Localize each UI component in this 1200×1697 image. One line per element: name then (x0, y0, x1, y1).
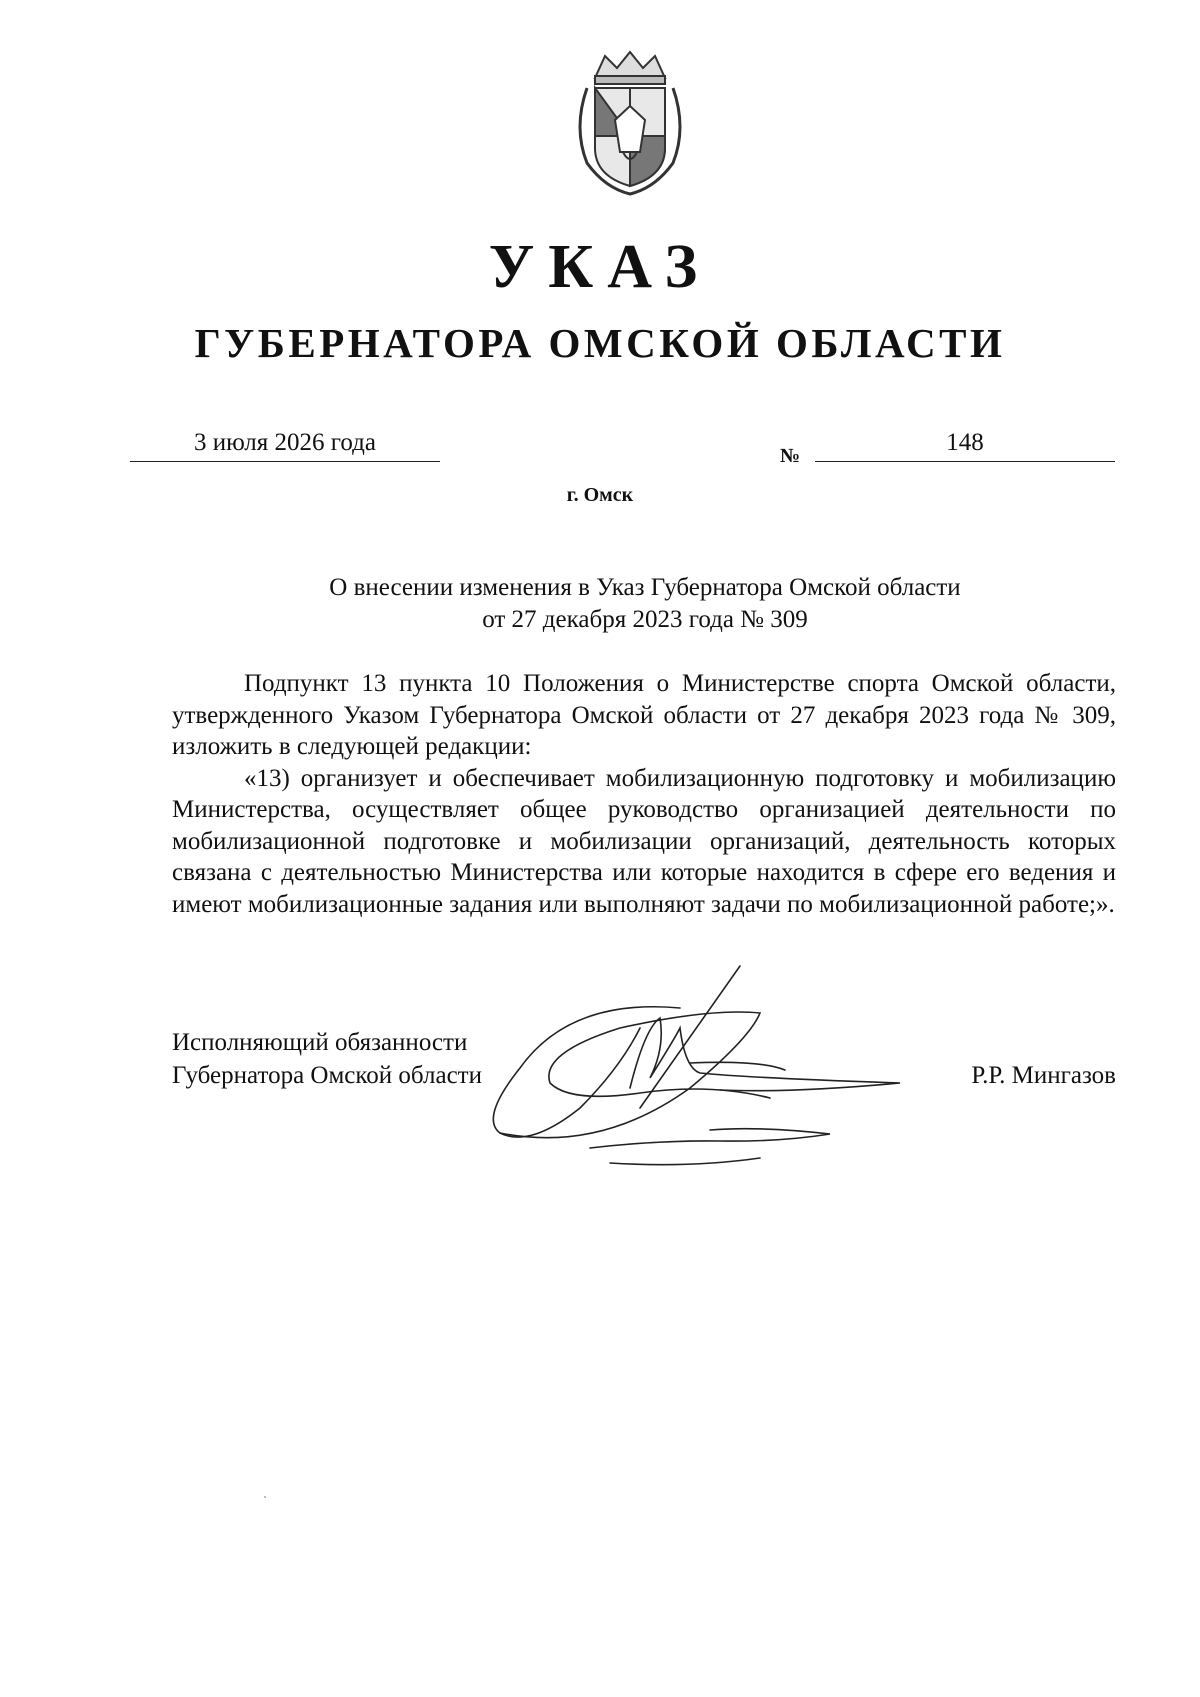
signatory-name: Р.Р. Мингазов (971, 1062, 1116, 1089)
document-heading-line-1: О внесении изменения в Указ Губернатора Омской области (329, 574, 961, 601)
signatory-position (172, 1026, 482, 1092)
number-sign: № (780, 445, 801, 467)
document-heading (170, 572, 1120, 636)
number-underline (815, 461, 1115, 462)
document-heading-line-2: от 27 декабря 2023 года № 309 (482, 606, 808, 633)
scan-speck (264, 1496, 266, 1498)
document-body (172, 668, 1116, 920)
body-paragraph-1: Подпункт 13 пункта 10 Положения о Министерстве спорта Омской области, утвержденного Указом Губернатора Омской области от 27 декабря 2023 года № 309, изложить в следующей редакции: (172, 670, 1116, 760)
coat-of-arms-icon (565, 48, 695, 196)
signatory-position-line-2: Губернатора Омской области (172, 1062, 482, 1089)
signatory-position-line-1: Исполняющий обязанности (172, 1029, 468, 1056)
document-type-title: УКАЗ (488, 233, 712, 301)
date-underline (130, 461, 440, 462)
document-date: 3 июля 2026 года (194, 429, 376, 456)
document-number: 148 (946, 429, 984, 456)
handwritten-signature-icon (460, 958, 920, 1178)
body-paragraph-2: «13) организует и обеспечивает мобилизационную подготовку и мобилизацию Министерства, осуществляет общее руководство организацией деятельности по мобилизационной подготовке и мобилизации организаций, деятельность которых связана с деятельностью Министерства или которые находится в сфере его ведения и имеют мобилизационные задания или выполняют задачи по мобилизационной работе;». (172, 764, 1116, 918)
issuer-title: ГУБЕРНАТОРА ОМСКОЙ ОБЛАСТИ (194, 320, 1006, 366)
city: г. Омск (566, 484, 634, 506)
